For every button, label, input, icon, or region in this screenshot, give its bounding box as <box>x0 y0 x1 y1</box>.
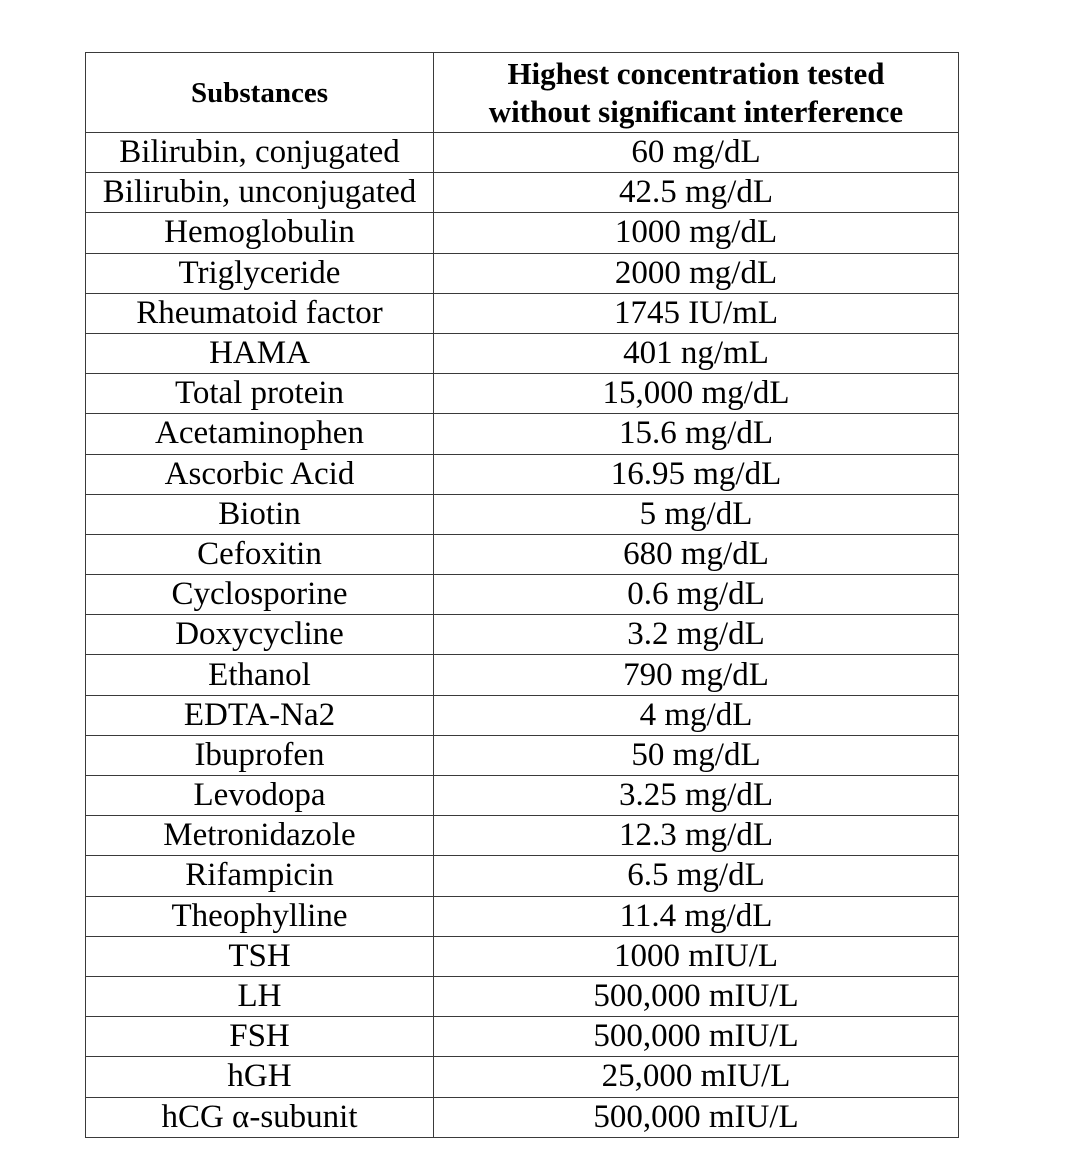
substance-cell: Metronidazole <box>86 816 434 856</box>
table-row <box>86 695 959 735</box>
table-row <box>86 976 959 1016</box>
table-row <box>86 816 959 856</box>
substance-cell: Ibuprofen <box>86 735 434 775</box>
table-body <box>86 133 959 1138</box>
substance-cell: Levodopa <box>86 776 434 816</box>
substance-cell: Bilirubin, unconjugated <box>86 173 434 213</box>
substance-cell: Rifampicin <box>86 856 434 896</box>
concentration-cell: 680 mg/dL <box>434 534 959 574</box>
concentration-cell: 15.6 mg/dL <box>434 414 959 454</box>
table-header <box>86 53 959 133</box>
table-row <box>86 615 959 655</box>
table-row <box>86 776 959 816</box>
concentration-cell: 401 ng/mL <box>434 333 959 373</box>
table-row <box>86 1057 959 1097</box>
concentration-cell: 500,000 mIU/L <box>434 1097 959 1137</box>
concentration-cell: 6.5 mg/dL <box>434 856 959 896</box>
concentration-cell: 0.6 mg/dL <box>434 575 959 615</box>
concentration-cell: 2000 mg/dL <box>434 253 959 293</box>
substance-cell: Theophylline <box>86 896 434 936</box>
substance-cell: Triglyceride <box>86 253 434 293</box>
table-row <box>86 575 959 615</box>
table-row <box>86 173 959 213</box>
substance-cell: hCG α-subunit <box>86 1097 434 1137</box>
substances-column-header: Substances <box>86 53 434 133</box>
concentration-cell: 11.4 mg/dL <box>434 896 959 936</box>
table-row <box>86 936 959 976</box>
concentration-cell: 5 mg/dL <box>434 494 959 534</box>
concentration-cell: 500,000 mIU/L <box>434 976 959 1016</box>
substance-cell: Hemoglobulin <box>86 213 434 253</box>
substance-cell: Cefoxitin <box>86 534 434 574</box>
table-row <box>86 374 959 414</box>
concentration-cell: 1745 IU/mL <box>434 293 959 333</box>
concentration-cell: 3.25 mg/dL <box>434 776 959 816</box>
substance-cell: HAMA <box>86 333 434 373</box>
table-row <box>86 896 959 936</box>
concentration-cell: 42.5 mg/dL <box>434 173 959 213</box>
concentration-cell: 500,000 mIU/L <box>434 1017 959 1057</box>
concentration-cell: 16.95 mg/dL <box>434 454 959 494</box>
table-row <box>86 856 959 896</box>
table-row <box>86 1017 959 1057</box>
substance-cell: Total protein <box>86 374 434 414</box>
concentration-column-header <box>434 53 959 133</box>
substance-cell: Bilirubin, conjugated <box>86 133 434 173</box>
concentration-cell: 50 mg/dL <box>434 735 959 775</box>
interference-table <box>85 52 959 1138</box>
concentration-cell: 1000 mg/dL <box>434 213 959 253</box>
substance-cell: Doxycycline <box>86 615 434 655</box>
concentration-cell: 3.2 mg/dL <box>434 615 959 655</box>
substance-cell: Ascorbic Acid <box>86 454 434 494</box>
interference-table-container <box>85 52 958 1138</box>
concentration-cell: 4 mg/dL <box>434 695 959 735</box>
substance-cell: Acetaminophen <box>86 414 434 454</box>
substance-cell: FSH <box>86 1017 434 1057</box>
substance-cell: EDTA-Na2 <box>86 695 434 735</box>
concentration-cell: 12.3 mg/dL <box>434 816 959 856</box>
table-row <box>86 333 959 373</box>
table-row <box>86 655 959 695</box>
concentration-header-line-1: Highest concentration tested <box>507 55 885 91</box>
table-row <box>86 213 959 253</box>
concentration-header-line-2: without significant interference <box>488 93 904 129</box>
concentration-cell: 1000 mIU/L <box>434 936 959 976</box>
substance-cell: TSH <box>86 936 434 976</box>
table-row <box>86 454 959 494</box>
substance-cell: Rheumatoid factor <box>86 293 434 333</box>
table-row <box>86 293 959 333</box>
table-row <box>86 133 959 173</box>
header-row <box>86 53 959 133</box>
concentration-cell: 15,000 mg/dL <box>434 374 959 414</box>
concentration-cell: 790 mg/dL <box>434 655 959 695</box>
table-row <box>86 534 959 574</box>
substance-cell: Ethanol <box>86 655 434 695</box>
substance-cell: LH <box>86 976 434 1016</box>
substance-cell: Cyclosporine <box>86 575 434 615</box>
substance-cell: Biotin <box>86 494 434 534</box>
concentration-cell: 25,000 mIU/L <box>434 1057 959 1097</box>
table-row <box>86 735 959 775</box>
concentration-cell: 60 mg/dL <box>434 133 959 173</box>
table-row <box>86 1097 959 1137</box>
table-row <box>86 414 959 454</box>
table-row <box>86 253 959 293</box>
substance-cell: hGH <box>86 1057 434 1097</box>
table-row <box>86 494 959 534</box>
